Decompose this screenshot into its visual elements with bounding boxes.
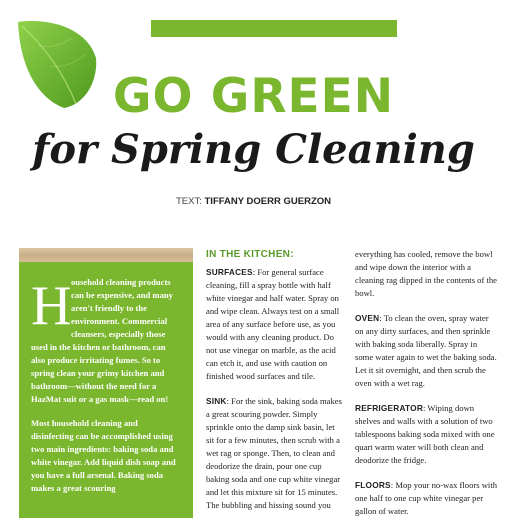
section-heading-kitchen: IN THE KITCHEN: xyxy=(206,249,294,260)
article-column-2 xyxy=(355,248,497,530)
floors-label: FLOORS xyxy=(355,480,391,490)
sidebar-paragraph-2: Most household cleaning and disinfecting can be accomplished using two main ingredients: baking soda and white vinegar. Add liquid dish soap and you have a full arsenal. Baking soda makes a great scouring xyxy=(31,418,176,493)
oven-label: OVEN xyxy=(355,313,380,323)
sidebar-body xyxy=(19,262,193,495)
refrigerator-paragraph xyxy=(355,402,497,467)
drop-cap: H xyxy=(31,275,72,337)
intro-text: ousehold cleaning products can be expensive, and many aren't friendly to the environment. Commercial cleansers, especially those used in the kitchen or bathroom, can also produce irritating fumes. So to spring clean your grimy kitchen and bathroom—without the need for a HazMat suit or a gas mask—read on! xyxy=(31,277,173,404)
continued-paragraph: everything has cooled, remove the bowl and wipe down the interior with a cleaning rag dipped in the contents of the bowl. xyxy=(355,249,497,298)
floors-text: : Mop your no-wax floors with one half to one cup white vinegar per gallon of water. xyxy=(355,480,497,516)
refrigerator-text: : Wiping down shelves and walls with a solution of two tablespoons baking soda mixed with one quart warm water will both clean and deodorize the fridge. xyxy=(355,403,495,465)
top-accent-bar xyxy=(151,20,397,37)
byline-label: TEXT: xyxy=(175,196,202,207)
article-column-1 xyxy=(206,248,342,524)
surfaces-text: : For general surface cleaning, fill a spray bottle with half white vinegar and half water. Spray on and wipe clean. Always test on a small area of any surface before use, as you would with any cleaning product. Do not use vinegar on marble, as the acid can etch it, and use with caution on finished wood surfaces and tile. xyxy=(206,267,340,381)
sink-text: : For the sink, baking soda makes a great scouring powder. Simply sprinkle onto the damp sink basin, let sit for a few minutes, then scrub with a wet rag or sponge. Then, to clean and deodorize the drain, pour one cup baking soda and one cup white vinegar and let this mixture sit for 15 minutes. The bubbling and hissing sound you xyxy=(206,396,342,510)
intro-sidebar xyxy=(19,248,193,518)
oven-paragraph xyxy=(355,312,497,390)
sink-label: SINK xyxy=(206,396,227,406)
wood-trim xyxy=(19,248,193,262)
surfaces-paragraph xyxy=(206,266,342,383)
floors-paragraph xyxy=(355,479,497,518)
oven-text: : To clean the oven, spray water on any dirty surfaces, and then sprinkle with baking soda liberally. Spray in some water again to wet the baking soda. Let it sit overnight, and then scrub the oven with a wet rag. xyxy=(355,313,497,388)
page-subtitle: for Spring Cleaning xyxy=(32,126,475,173)
page-title: GO GREEN xyxy=(112,69,395,124)
refrigerator-label: REFRIGERATOR xyxy=(355,403,424,413)
intro-paragraph xyxy=(31,276,182,406)
surfaces-label: SURFACES xyxy=(206,267,253,277)
sink-paragraph xyxy=(206,395,342,512)
byline xyxy=(0,196,507,207)
byline-author: TIFFANY DOERR GUERZON xyxy=(204,196,331,207)
